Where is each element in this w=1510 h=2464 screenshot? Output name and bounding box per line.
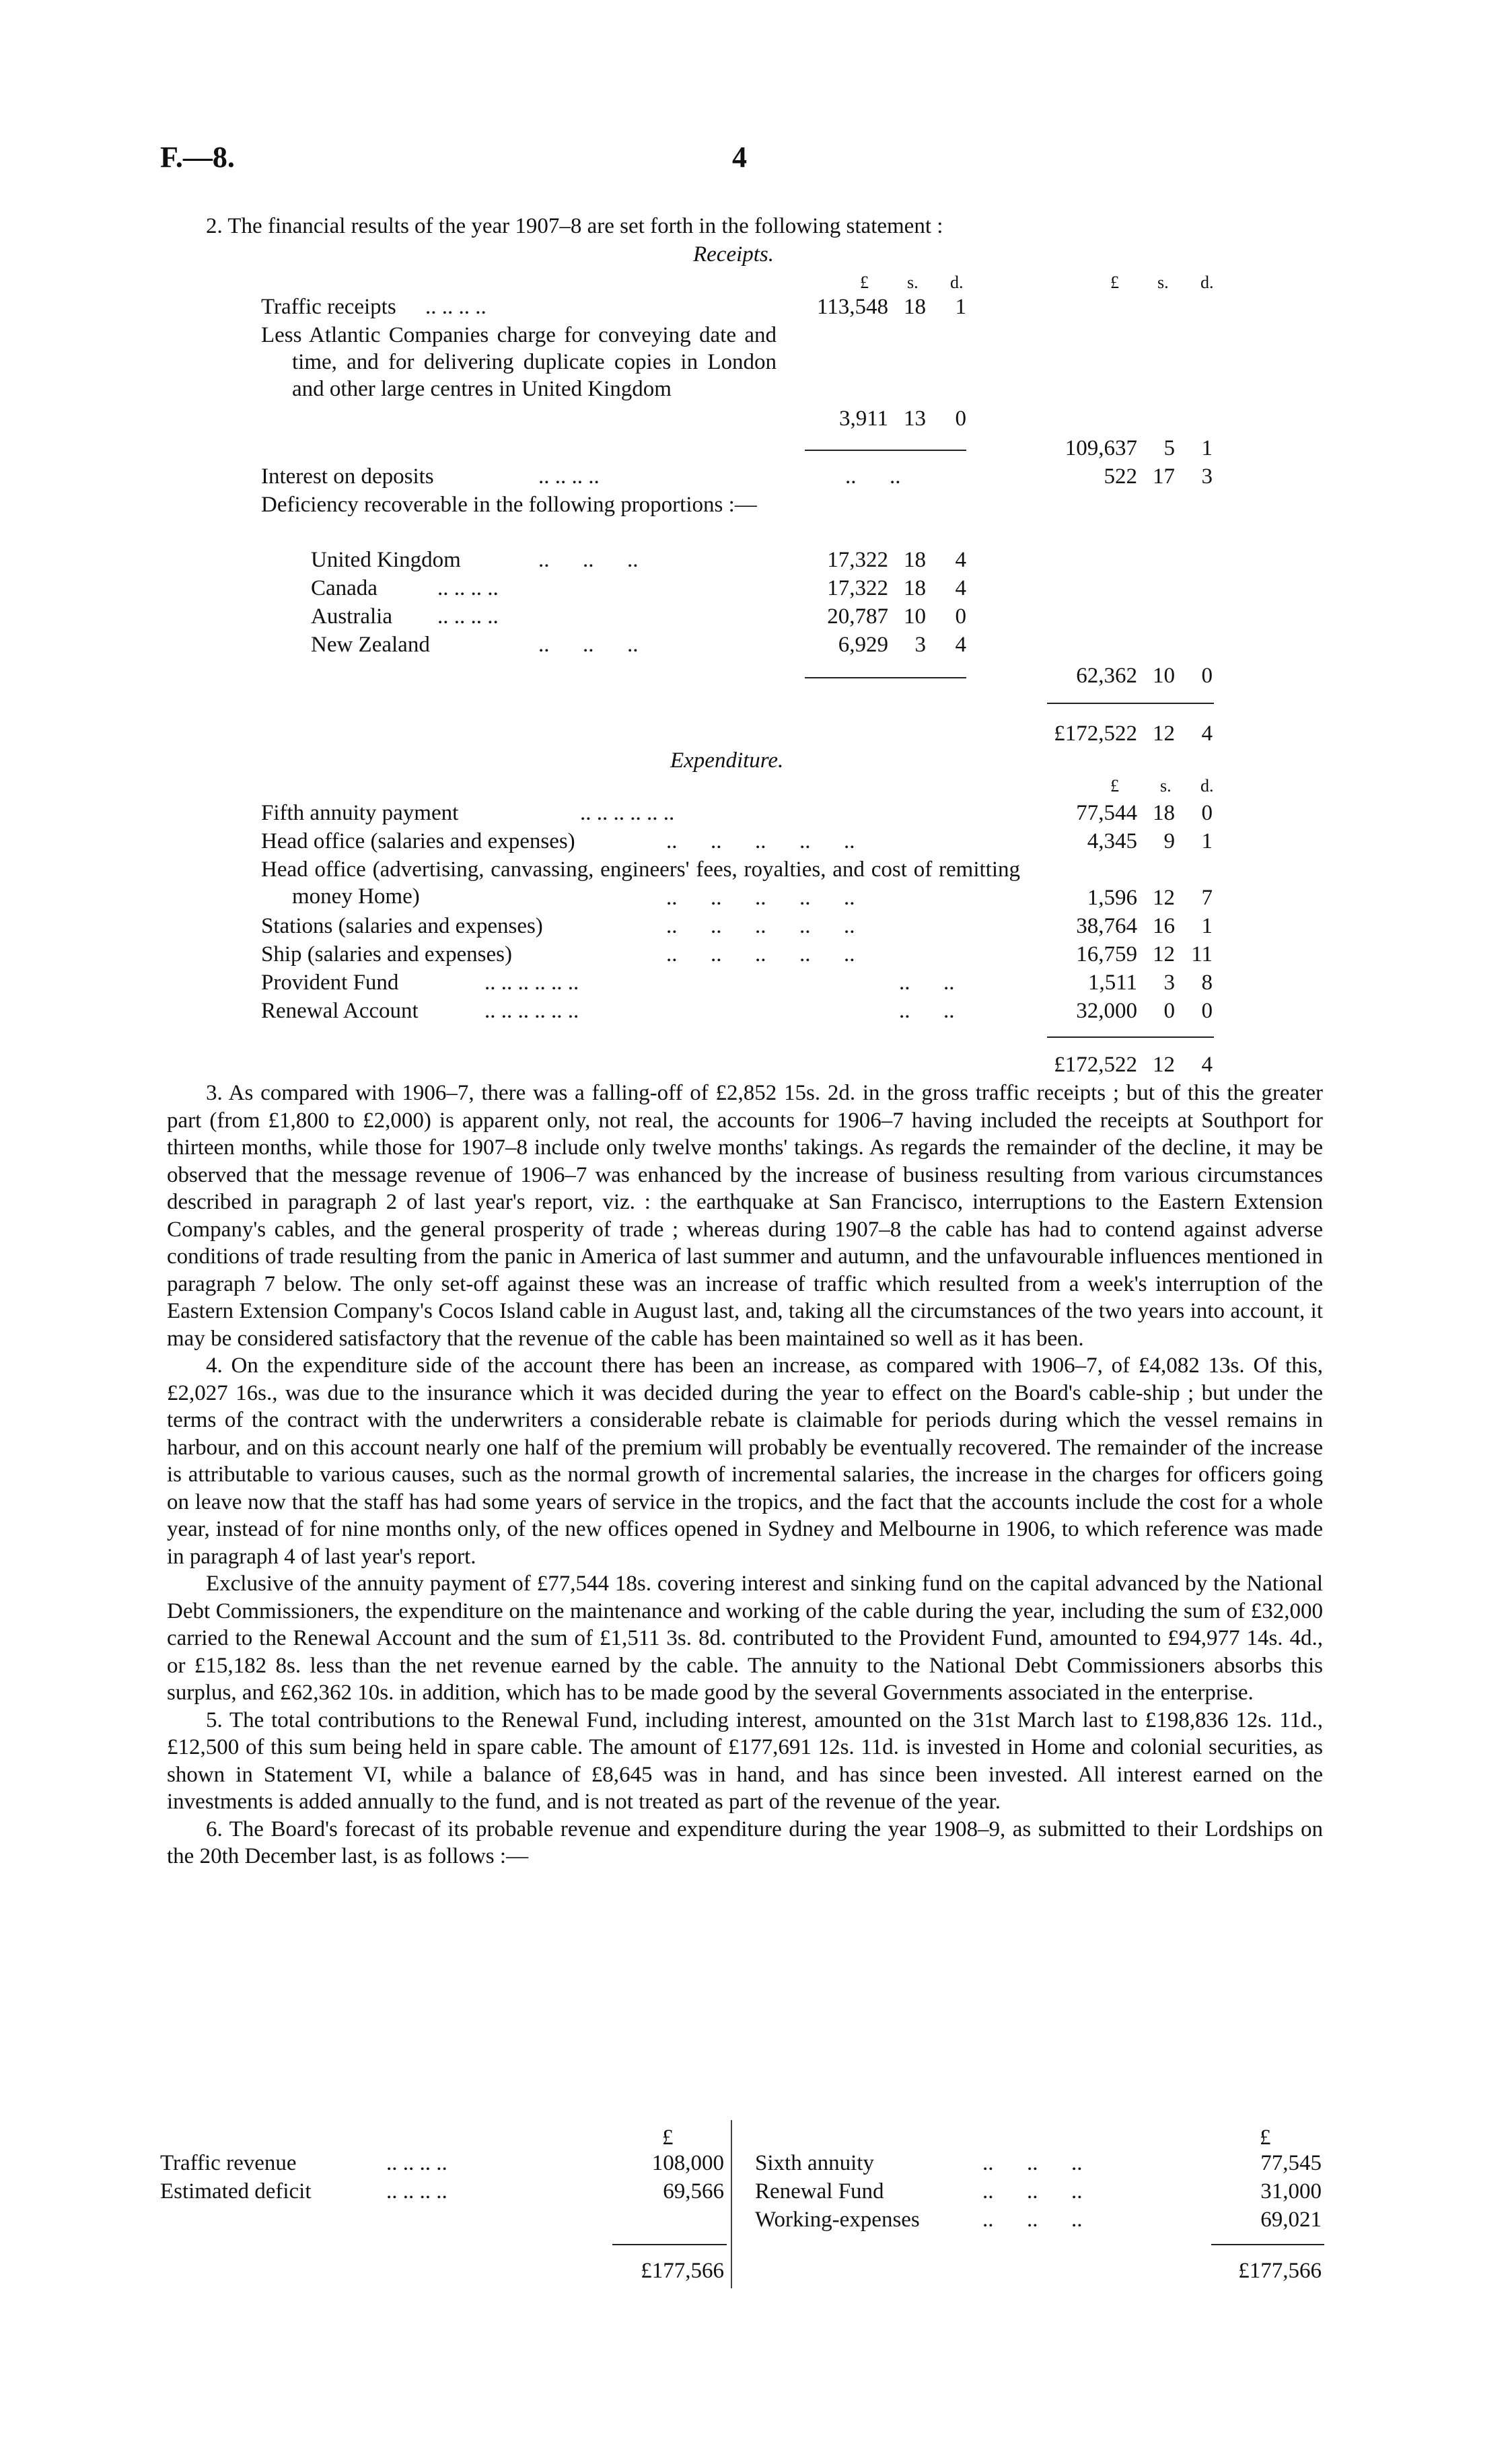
row-label: Canada [311,576,378,600]
row-label: Head office (advertising, canvassing, engineers' fees, royalties, and cost of remitting money Home) [261,857,1020,909]
amount-pounds: 38,764 [1076,914,1137,938]
amount: 77,545 [1260,2151,1322,2175]
leader-dots: .. .. .. .. .. [666,942,855,966]
leader-dots: .. .. .. .. .. .. [484,999,579,1023]
paragraph-5: 5. The total contributions to the Renewal Fund, including interest, amounted on the 31st March last to £198,836 12s. 11d., £12,500 of this sum being held in spare cable. The amount of £177,691 12s. 11d. is invested in Home and colonial securities, as shown in Statement VI, while a balance of £8,645 was in hand, and has since been invested. All interest earned on the investments is added annually to the fund, and is not treated as part of the revenue of the year. [167,1708,1323,1814]
forecast-divider [731,2120,732,2288]
expenditure-heading: Expenditure. [670,748,784,773]
paragraph-4: 4. On the expenditure side of the account there has been an increase, as compared with 1906–7, of £4,082 13s. Of this, £2,027 16s., was due to the insurance which it was decided during the year to effect on the Board's cable-ship ; but under the terms of the contract with the underwriters a considerable rebate is claimable for periods during which the vessel remains in harbour, and on this account nearly one half of the premium will probably be eventually recovered. The remainder of the increase is attributable to various causes, such as the normal growth of incremental salaries, the increase in the charges for officers going on leave now that the staff has had some years of service in the tropics, and the fact that the accounts include the cost for a whole year, instead of for nine months only, of the new offices opened in Sydney and Melbourne in 1906, to which reference was made in paragraph 4 of last year's report. [167,1353,1323,1569]
row-label: Working-expenses [755,2208,920,2232]
leader-dots: .. .. .. [982,2179,1083,2204]
amount-pence: 1 [1201,436,1213,460]
row-label: Stations (salaries and expenses) [261,914,543,938]
leader-dots: .. .. .. .. [437,604,499,629]
row-label: Australia [311,604,392,629]
page-number: 4 [732,141,747,174]
amount-pounds: 17,322 [827,548,888,572]
paragraph-3: 3. As compared with 1906–7, there was a falling-off of £2,852 15s. 2d. in the gross traffic receipts ; but of this the greater part (from £1,800 to £2,000) is apparent only, not real, the accounts for 1906–7 having included the receipts at Southport for thirteen months, while those for 1907–8 include only twelve months' takings. As regards the remainder of the decline, it may be observed that the message revenue of 1906–7 was enhanced by the increase of business resulting from various circumstances described in paragraph 2 of last year's report, viz. : the earthquake at San Francisco, interruptions to the Eastern Extension Company's cables, and the general prosperity of trade ; whereas during 1907–8 the cable has had to contend against adverse conditions of trade resulting from the panic in America of last summer and autumn, and the unfavourable influences mentioned in paragraph 7 below. The only set-off against these was an increase of traffic which resulted from a week's interruption of the Eastern Extension Company's Cocos Island cable in August last, and, taking all the circumstances of the two years into account, it may be considered satisfactory that the revenue of the cable has been maintained so well as it has been. [167,1081,1323,1351]
amount-pounds: 1,511 [1087,971,1137,995]
amount-pounds: £172,522 [1054,1053,1137,1077]
amount-shillings: 13 [904,407,926,431]
leader-dots: .. .. .. .. [425,295,487,319]
forecast-left-total: £177,566 [641,2259,724,2283]
amount-pence: 11 [1191,942,1213,966]
col-head-pence-1: d. [950,273,964,292]
col-head-shillings: s. [1160,776,1172,796]
amount-pounds: 1,596 [1087,886,1137,910]
amount-pence: 1 [1201,914,1213,938]
total-rule [1047,703,1214,704]
amount-shillings: 18 [904,576,926,600]
amount-shillings: 12 [1153,942,1175,966]
col-head-shillings-2: s. [1157,273,1169,292]
amount-pounds: 4,345 [1087,829,1137,853]
row-label: Fifth annuity payment [261,801,459,825]
amount-pence: 0 [955,604,966,629]
document-reference: F.—8. [160,141,235,174]
amount-pounds: 3,911 [838,407,888,431]
leader-dots: .. .. .. .. [386,2151,447,2175]
leader-dots: .. .. .. [982,2208,1083,2232]
row-label: Interest on deposits [261,464,434,489]
row-label: Renewal Fund [755,2179,884,2204]
amount-pence: 0 [955,407,966,431]
leader-dots: .. .. .. .. [437,576,499,600]
amount-pence: 4 [1201,721,1213,746]
amount-shillings: 3 [914,633,926,657]
amount-pounds: 32,000 [1076,999,1137,1023]
row-label: Traffic receipts [261,295,396,319]
statement-intro: 2. The financial results of the year 1907–8 are set forth in the following statement : [206,214,943,238]
amount-shillings: 16 [1153,914,1175,938]
amount-pounds: 6,929 [838,633,888,657]
amount: 69,566 [663,2179,724,2204]
amount: 108,000 [651,2151,724,2175]
amount-pence: 0 [1201,801,1213,825]
amount-pence: 3 [1201,464,1213,489]
row-label: Less Atlantic Companies charge for conveying date and time, and for delivering duplicate copies in London and other large centres in United Kingdom [261,323,777,401]
amount-pence: 4 [955,548,966,572]
receipts-heading: Receipts. [693,242,775,267]
report-body [167,1080,1323,1870]
amount-pounds: 109,637 [1065,436,1137,460]
leader-dots: .. .. .. .. .. .. [580,801,675,825]
row-label: United Kingdom [311,548,461,572]
total-rule [1047,1036,1214,1038]
amount-pounds: 77,544 [1076,801,1137,825]
col-head-pence-2: d. [1200,273,1214,292]
amount-shillings: 10 [904,604,926,629]
amount-shillings: 5 [1163,436,1175,460]
row-label: Traffic revenue [160,2151,297,2175]
amount-shillings: 18 [904,295,926,319]
leader-dots: .. .. .. .. [386,2179,447,2204]
amount-pounds: 16,759 [1076,942,1137,966]
amount-shillings: 17 [1153,464,1175,489]
paragraph-4-continued: Exclusive of the annuity payment of £77,544 18s. covering interest and sinking fund on the capital advanced by the National Debt Commissioners, the expenditure on the maintenance and working of the cable during the year, including the sum of £32,000 carried to the Renewal Account and the sum of £1,511 3s. 8d. contributed to the Provident Fund, amounted to £94,977 14s. 4d., or £15,182 8s. less than the net revenue earned by the cable. The annuity to the National Debt Commissioners absorbs this surplus, and £62,362 10s. in addition, which has to be made good by the several Governments associated in the enterprise. [167,1572,1323,1705]
amount-pounds: £172,522 [1054,721,1137,746]
amount-pence: 4 [955,633,966,657]
amount-shillings: 12 [1153,721,1175,746]
amount-pounds: 62,362 [1076,664,1137,688]
leader-dots-2: .. .. [845,464,901,489]
amount-shillings: 10 [1153,664,1175,688]
leader-dots: .. .. .. [538,633,639,657]
leader-dots: .. .. .. .. .. [666,829,855,853]
leader-dots: .. .. .. .. .. [666,914,855,938]
row-label: Provident Fund [261,971,399,995]
forecast-right-total: £177,566 [1238,2259,1322,2283]
amount-pounds: 113,548 [816,295,888,319]
paragraph-6: 6. The Board's forecast of its probable revenue and expenditure during the year 1908–9, as submitted to their Lordships on the 20th December last, is as follows :— [167,1817,1323,1868]
amount-pence: 1 [1201,829,1213,853]
amount-pence: 0 [1201,999,1213,1023]
amount-pounds: 522 [1104,464,1137,489]
subtotal-rule [805,450,966,451]
amount-shillings: 3 [1163,971,1175,995]
col-head-pounds: £ [1110,776,1119,796]
row-label: Sixth annuity [755,2151,874,2175]
leader-dots: .. .. .. [538,548,639,572]
amount-pence: 7 [1201,886,1213,910]
row-label: Ship (salaries and expenses) [261,942,512,966]
amount-pence: 4 [1201,1053,1213,1077]
amount-shillings: 12 [1153,1053,1175,1077]
amount: 31,000 [1260,2179,1322,2204]
leader-dots: .. .. .. .. .. .. [484,971,579,995]
forecast-left-total-rule [612,2244,727,2245]
row-label: Head office (salaries and expenses) [261,829,575,853]
forecast-left-currency-head: £ [662,2125,674,2150]
amount-pence: 8 [1201,971,1213,995]
leader-dots: .. .. .. .. [538,464,600,489]
forecast-right-total-rule [1211,2244,1324,2245]
subtotal-rule [805,677,966,678]
amount-shillings: 18 [1153,801,1175,825]
amount-pence: 1 [955,295,966,319]
leader-dots: .. .. .. .. .. [666,886,855,910]
amount-pence: 4 [955,576,966,600]
row-label: New Zealand [311,633,430,657]
col-head-pence: d. [1200,776,1214,796]
leader-dots: .. .. .. [982,2151,1083,2175]
row-label: Estimated deficit [160,2179,312,2204]
col-head-pounds-2: £ [1110,273,1119,292]
amount-shillings: 18 [904,548,926,572]
row-label: Renewal Account [261,999,419,1023]
amount-pence: 0 [1201,664,1213,688]
deficiency-label: Deficiency recoverable in the following proportions :— [261,493,757,517]
amount: 69,021 [1260,2208,1322,2232]
amount-shillings: 0 [1163,999,1175,1023]
amount-shillings: 12 [1153,886,1175,910]
amount-pounds: 20,787 [827,604,888,629]
col-head-shillings-1: s. [907,273,919,292]
amount-shillings: 9 [1163,829,1175,853]
forecast-right-currency-head: £ [1260,2125,1271,2150]
leader-dots-2: .. .. [899,999,955,1023]
amount-pounds: 17,322 [827,576,888,600]
col-head-pounds-1: £ [860,273,869,292]
leader-dots-2: .. .. [899,971,955,995]
